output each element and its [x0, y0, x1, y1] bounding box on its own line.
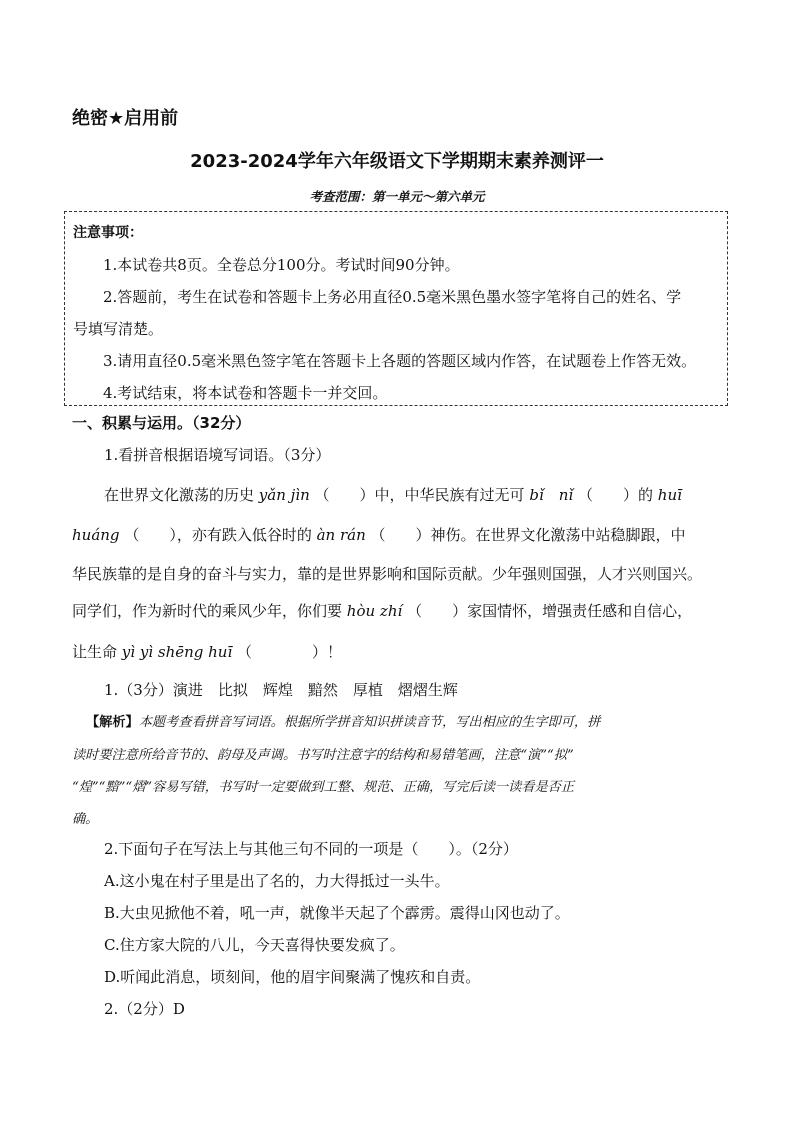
exam-scope: 考查范围：第一单元～第六单元 [309, 189, 485, 204]
q1-text: （ ）家国情怀，增强责任感和自信心， [407, 602, 693, 620]
section-heading: 一、积累与运用。（32分） [72, 414, 251, 432]
q1-text: 让生命 [72, 643, 118, 661]
q1-answer: 1.（3分）演进 比拟 辉煌 黯然 厚植 熠熠生辉 [104, 681, 458, 699]
pinyin-houzhi: hòu zhí [346, 602, 403, 620]
q2-answer: 2.（2分）D [104, 1000, 185, 1018]
q1-analysis-line-4: 确。 [72, 812, 99, 827]
pinyin-yanjin: yǎn jìn [258, 486, 310, 504]
q2-option-b: B.大虫见掀他不着，吼一声，就像半天起了个霹雳。震得山冈也动了。 [104, 904, 570, 922]
notice-item-2-cont: 号填写清楚。 [73, 320, 164, 338]
q1-text: （ ）中，中华民族有过无可 [314, 486, 525, 504]
q1-text: 同学们，作为新时代的乘风少年，你们要 [72, 602, 343, 620]
question-2-stem: 2.下面句子在写法上与其他三句不同的一项是（ ）。（2分） [104, 840, 518, 858]
q1-text: （ ），亦有跌入低谷时的 [124, 526, 312, 544]
q1-paragraph-line-4 [72, 600, 692, 621]
q1-paragraph-line-5 [72, 641, 342, 662]
q1-text: （ ）！ [237, 643, 343, 661]
pinyin-hui: huī [657, 486, 682, 504]
q1-analysis-line-2: 读时要注意所给音节的、韵母及声调。书写时注意字的结构和易错笔画，注意“演”“拟” [72, 748, 574, 763]
pinyin-yiyishenghui: yì yì shēng huī [121, 643, 233, 661]
q1-analysis-line-3: “煌”“黯”“熠”容易写错，书写时一定要做到工整、规范、正确，写完后读一读看是否正 [72, 780, 575, 795]
q1-analysis-line-1 [86, 711, 600, 730]
q1-paragraph-line-1 [104, 484, 682, 505]
question-1-stem: 1.看拼音根据语境写词语。（3分） [104, 446, 331, 464]
q1-text: （ ）神伤。在世界文化激荡中站稳脚跟，中 [370, 526, 686, 544]
exam-title: 2023-2024学年六年级语文下学期期末素养测评一 [190, 151, 604, 172]
notice-item-1: 1.本试卷共8页。全卷总分100分。考试时间90分钟。 [103, 256, 460, 274]
pinyin-anran: àn rán [316, 526, 366, 544]
notice-box [64, 211, 728, 406]
q1-text: 在世界文化激荡的历史 [104, 486, 255, 504]
q2-option-c: C.住方家大院的八儿，今天喜得快要发疯了。 [104, 936, 405, 954]
notice-item-2: 2.答题前，考生在试卷和答题卡上务必用直径0.5毫米黑色墨水签字笔将自己的姓名、学 [103, 288, 682, 306]
notice-item-3: 3.请用直径0.5毫米黑色签字笔在答题卡上各题的答题区域内作答，在试题卷上作答无效。 [103, 352, 697, 370]
pinyin-huang: huáng [72, 526, 120, 544]
q1-paragraph-line-2 [72, 524, 686, 545]
notice-item-4: 4.考试结束，将本试卷和答题卡一并交回。 [103, 384, 388, 402]
q2-option-a: A.这小鬼在村子里是出了名的，力大得抵过一头牛。 [104, 872, 450, 890]
pinyin-bini: bǐ nǐ [529, 486, 574, 504]
analysis-tag: 【解析】 [86, 715, 139, 730]
analysis-text: 本题考查看拼音写词语。根据所学拼音知识拼读音节，写出相应的生字即可，拼 [138, 715, 601, 730]
notice-heading: 注意事项： [73, 225, 143, 241]
q2-option-d: D.听闻此消息，顷刻间，他的眉宇间聚满了愧疚和自责。 [104, 968, 481, 986]
q1-paragraph-line-3: 华民族靠的是自身的奋斗与实力，靠的是世界影响和国际贡献。少年强则国强，人才兴则国兴。 [72, 565, 703, 583]
q1-text: （ ）的 [577, 486, 653, 504]
confidential-label: 绝密★启用前 [72, 108, 179, 129]
